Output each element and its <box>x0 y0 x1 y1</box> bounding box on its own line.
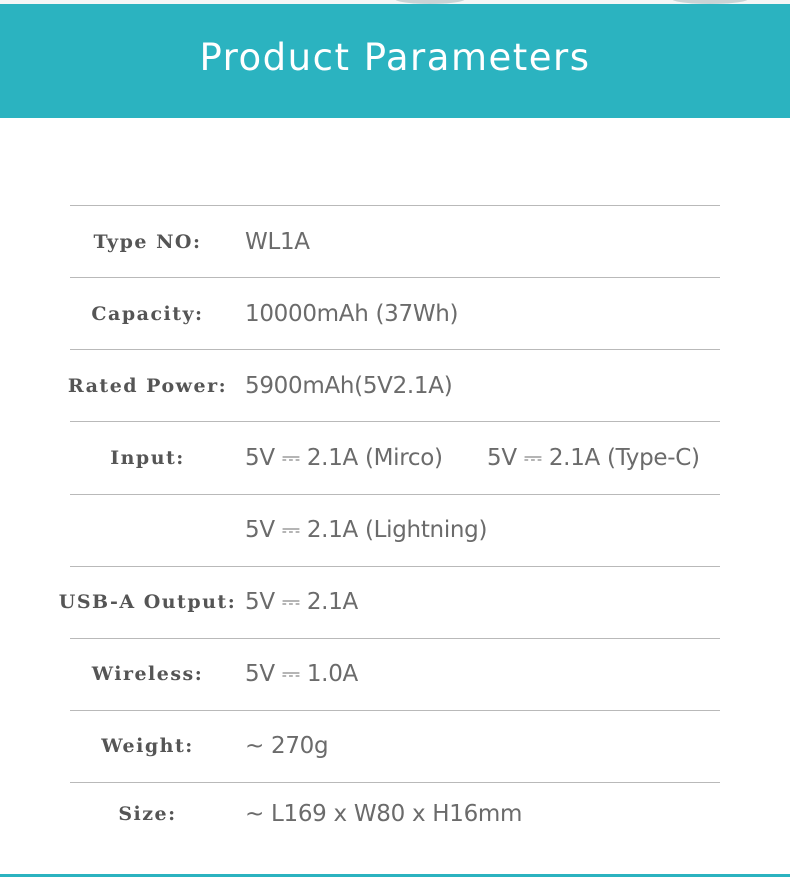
spec-row-weight <box>0 731 790 761</box>
spec-value: 5V ⎓ 2.1A <box>245 589 358 615</box>
table-divider <box>70 566 720 567</box>
header-top-strip <box>0 0 790 4</box>
spec-row-capacity <box>0 299 790 329</box>
spec-row-usb-a-output <box>0 587 790 617</box>
spec-value: 5V ⎓ 1.0A <box>245 661 358 687</box>
spec-value: ~ L169 x W80 x H16mm <box>245 801 523 827</box>
page-title: Product Parameters <box>199 36 591 79</box>
spec-label: Input: <box>110 447 185 469</box>
spec-label: USB-A Output: <box>58 591 237 613</box>
spec-row-input-lightning <box>0 515 790 545</box>
spec-label: Weight: <box>101 735 194 757</box>
table-divider <box>70 205 720 206</box>
spec-value: 5900mAh(5V2.1A) <box>245 373 453 399</box>
table-divider <box>70 277 720 278</box>
table-divider <box>70 421 720 422</box>
spec-value: 10000mAh (37Wh) <box>245 301 459 327</box>
spec-row-wireless <box>0 659 790 689</box>
spec-value: 5V ⎓ 2.1A (Lightning) <box>245 517 488 543</box>
header-banner <box>0 0 790 118</box>
spec-label: Capacity: <box>91 303 204 325</box>
table-divider <box>70 494 720 495</box>
table-divider <box>70 638 720 639</box>
spec-value: ~ 270g <box>245 733 329 759</box>
table-divider <box>70 782 720 783</box>
spec-label: Type NO: <box>93 231 202 253</box>
spec-row-size <box>0 799 790 829</box>
spec-value: 5V ⎓ 2.1A (Mirco) <box>245 445 443 471</box>
spec-row-input <box>0 443 790 473</box>
spec-value-secondary: 5V ⎓ 2.1A (Type-C) <box>487 445 700 471</box>
table-divider <box>70 349 720 350</box>
spec-value: WL1A <box>245 229 310 255</box>
table-divider <box>70 710 720 711</box>
spec-label: Wireless: <box>91 663 204 685</box>
spec-label: Rated Power: <box>67 375 228 397</box>
spec-row-rated-power <box>0 371 790 401</box>
spec-label: Size: <box>118 803 177 825</box>
spec-row-type-no <box>0 227 790 257</box>
